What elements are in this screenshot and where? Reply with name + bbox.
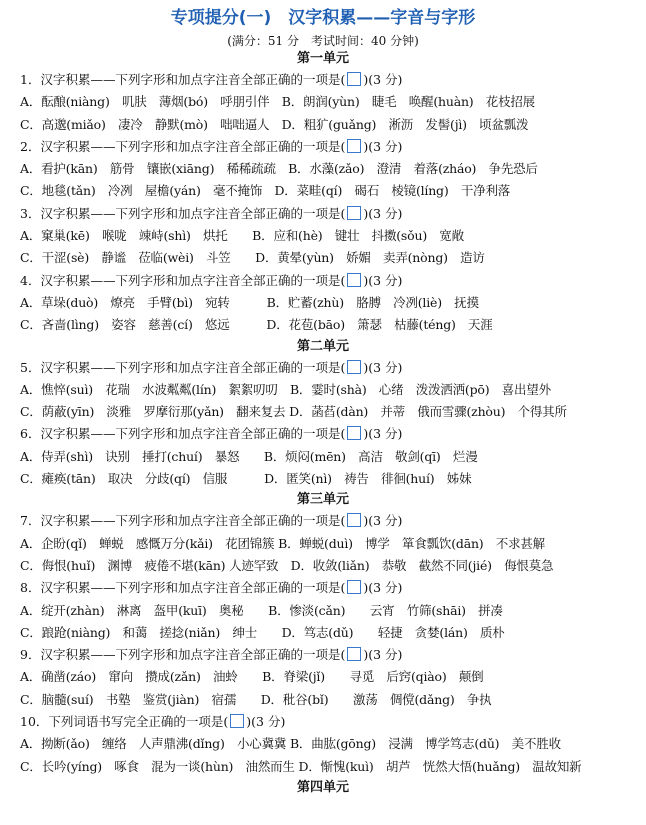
answer-blank[interactable] [347,273,361,287]
option-line: C．踉跄(niàng) 和蔼 搓捻(niǎn) 绅士 D．笃志(dǔ) 轻捷 贪婪(lán) 质朴 [20,624,505,640]
stem-score: )(3 分) [363,426,403,442]
question-stem [8,203,638,225]
stem-text: 1．汉字积累——下列字形和加点字注音全部正确的一项是( [20,72,346,87]
stem-text: 7．汉字积累——下列字形和加点字注音全部正确的一项是( [20,513,346,529]
stem-text: 8．汉字积累——下列字形和加点字注音全部正确的一项是( [20,580,346,596]
answer-blank[interactable] [347,206,361,220]
question-stem [8,423,638,445]
option-line: A．憔悴(suì) 花瑞 水波粼粼(lín) 絮絮叨叨 B．霎时(shà) 心绪 泼泼洒洒(pō) 喜出望外 [20,381,551,397]
question-stem [8,577,638,599]
option-line: C．干涩(sè) 静谧 莅临(wèi) 斗笠 D．黄晕(yùn) 娇媚 卖弄(nòng) 造访 [20,250,485,266]
unit-heading: 第二单元 [296,338,349,354]
option-line: C．荫蔽(yīn) 淡雅 罗摩衍那(yǎn) 翻来复去 D．菡萏(dàn) 并蒂 俄而雪骤(zhòu) 个得其所 [20,404,567,420]
question-stem [8,711,638,733]
option-line: A．看护(kān) 筋骨 镶嵌(xiāng) 稀稀疏疏 B．水藻(zǎo) 澄清 着落(zháo) 争先恐后 [20,161,538,177]
stem-score: )(3 分) [363,205,403,221]
answer-blank[interactable] [347,139,361,153]
option-line: A．草垛(duò) 燎亮 手臂(bì) 宛转 B．贮蓄(zhù) 胳膊 冷冽(liè) 抚摸 [20,294,479,310]
stem-score: )(3 分) [363,359,403,375]
stem-text: 10．下列词语书写完全正确的一项是( [20,714,229,730]
unit-heading: 第三单元 [296,492,349,508]
stem-score: )(3 分) [363,72,403,87]
exam-info: (满分：51 分 考试时间：40 分钟) [227,34,419,48]
option-line: A．绽开(zhàn) 淋离 盔甲(kuī) 奥秘 B．惨淡(cǎn) 云宵 竹筛(shāi) 拼凑 [20,602,503,618]
option-line: A．确凿(záo) 窜向 攒成(zǎn) 油蛉 B．脊梁(jǐ) 寻觅 后窍(qiào) 颠倒 [20,669,484,685]
unit-heading: 第四单元 [296,779,349,795]
worksheet-page [0,6,646,825]
stem-text: 6．汉字积累——下列字形和加点字注音全部正确的一项是( [20,426,346,442]
stem-score: )(3 分) [363,513,403,529]
option-line: A．酝酿(niàng) 叽肤 薄烟(bó) 呼朋引伴 B．朗润(yùn) 睫毛 唤醒(huàn) 花枝招展 [20,94,535,110]
answer-blank[interactable] [347,426,361,440]
option-line: A．窠巢(kē) 喉咙 竦峙(shì) 烘托 B．应和(hè) 键壮 抖擞(sǒu) 宽敞 [20,228,464,244]
stem-text: 9．汉字积累——下列字形和加点字注音全部正确的一项是( [20,647,346,663]
option-line: A．拗断(ǎo) 缠络 人声鼎沸(dǐng) 小心冀冀 B．曲肱(gōng) 浸满 博学笃志(dǔ) 美不胜收 [20,736,561,752]
option-line: A．侍弄(shì) 诀别 捶打(chuí) 暴怒 B．烦闷(mēn) 高洁 敬剑(qī) 烂漫 [20,448,478,464]
stem-score: )(3 分) [363,138,403,154]
stem-text: 5．汉字积累——下列字形和加点字注音全部正确的一项是( [20,359,346,375]
option-line: C．脑髓(suí) 书塾 鉴赏(jiàn) 宿孺 D．秕谷(bǐ) 激荡 倜傥(dǎng) 争执 [20,691,492,707]
option-line: C．侮恨(huǐ) 渊博 疲倦不堪(kān) 人迹罕致 D．收敛(liǎn) 恭敬 截然不同(jié) 侮恨莫急 [20,557,554,573]
stem-score: )(3 分) [363,272,403,288]
stem-text: 4．汉字积累——下列字形和加点字注音全部正确的一项是( [20,272,346,288]
stem-text: 2．汉字积累——下列字形和加点字注音全部正确的一项是( [20,138,346,154]
unit-heading: 第一单元 [296,51,349,66]
question-stem [8,510,638,532]
option-line: C．吝啬(lìng) 姿容 慈善(cí) 悠远 D．花苞(bāo) 箫瑟 枯藤(téng) 天涯 [20,317,493,333]
option-line: C．地毯(tǎn) 冷冽 屋檐(yán) 毫不掩饰 D．菜畦(qí) 碣石 棱镜(líng) 干净利落 [20,183,511,199]
answer-blank[interactable] [347,360,361,374]
answer-blank[interactable] [230,714,244,728]
answer-blank[interactable] [347,72,361,86]
question-stem [8,357,638,379]
stem-score: )(3 分) [363,647,403,663]
question-stem [8,270,638,292]
stem-text: 3．汉字积累——下列字形和加点字注音全部正确的一项是( [20,205,346,221]
option-line: C．高邈(miǎo) 凄冷 静默(mò) 咄咄逼人 D．粗犷(guǎng) 淅沥 发髻(jì) 顷盆瓢泼 [20,116,529,132]
option-line: A．企盼(qǐ) 蝉蜕 感慨万分(kǎi) 花团锦簇 B．蝉蜕(duì) 博学 箪食瓢饮(dān) 不求甚解 [20,535,545,551]
answer-blank[interactable] [347,513,361,527]
option-line: C．长吟(yíng) 啄食 混为一谈(hùn) 油然而生 D．惭愧(kuì) 胡芦 恍然大悟(huǎng) 温故知新 [20,758,582,774]
worksheet-title: 专项提分(一) 汉字积累——字音与字形 [170,8,476,28]
question-stem [8,136,638,158]
option-line: C．瘫痪(tān) 取决 分歧(qí) 信服 D．匿笑(nì) 祷告 徘徊(huí) 姊妹 [20,471,472,487]
question-stem [8,69,638,91]
answer-blank[interactable] [347,647,361,661]
stem-score: )(3 分) [246,714,286,730]
stem-score: )(3 分) [363,580,403,596]
question-stem [8,644,638,666]
answer-blank[interactable] [347,580,361,594]
